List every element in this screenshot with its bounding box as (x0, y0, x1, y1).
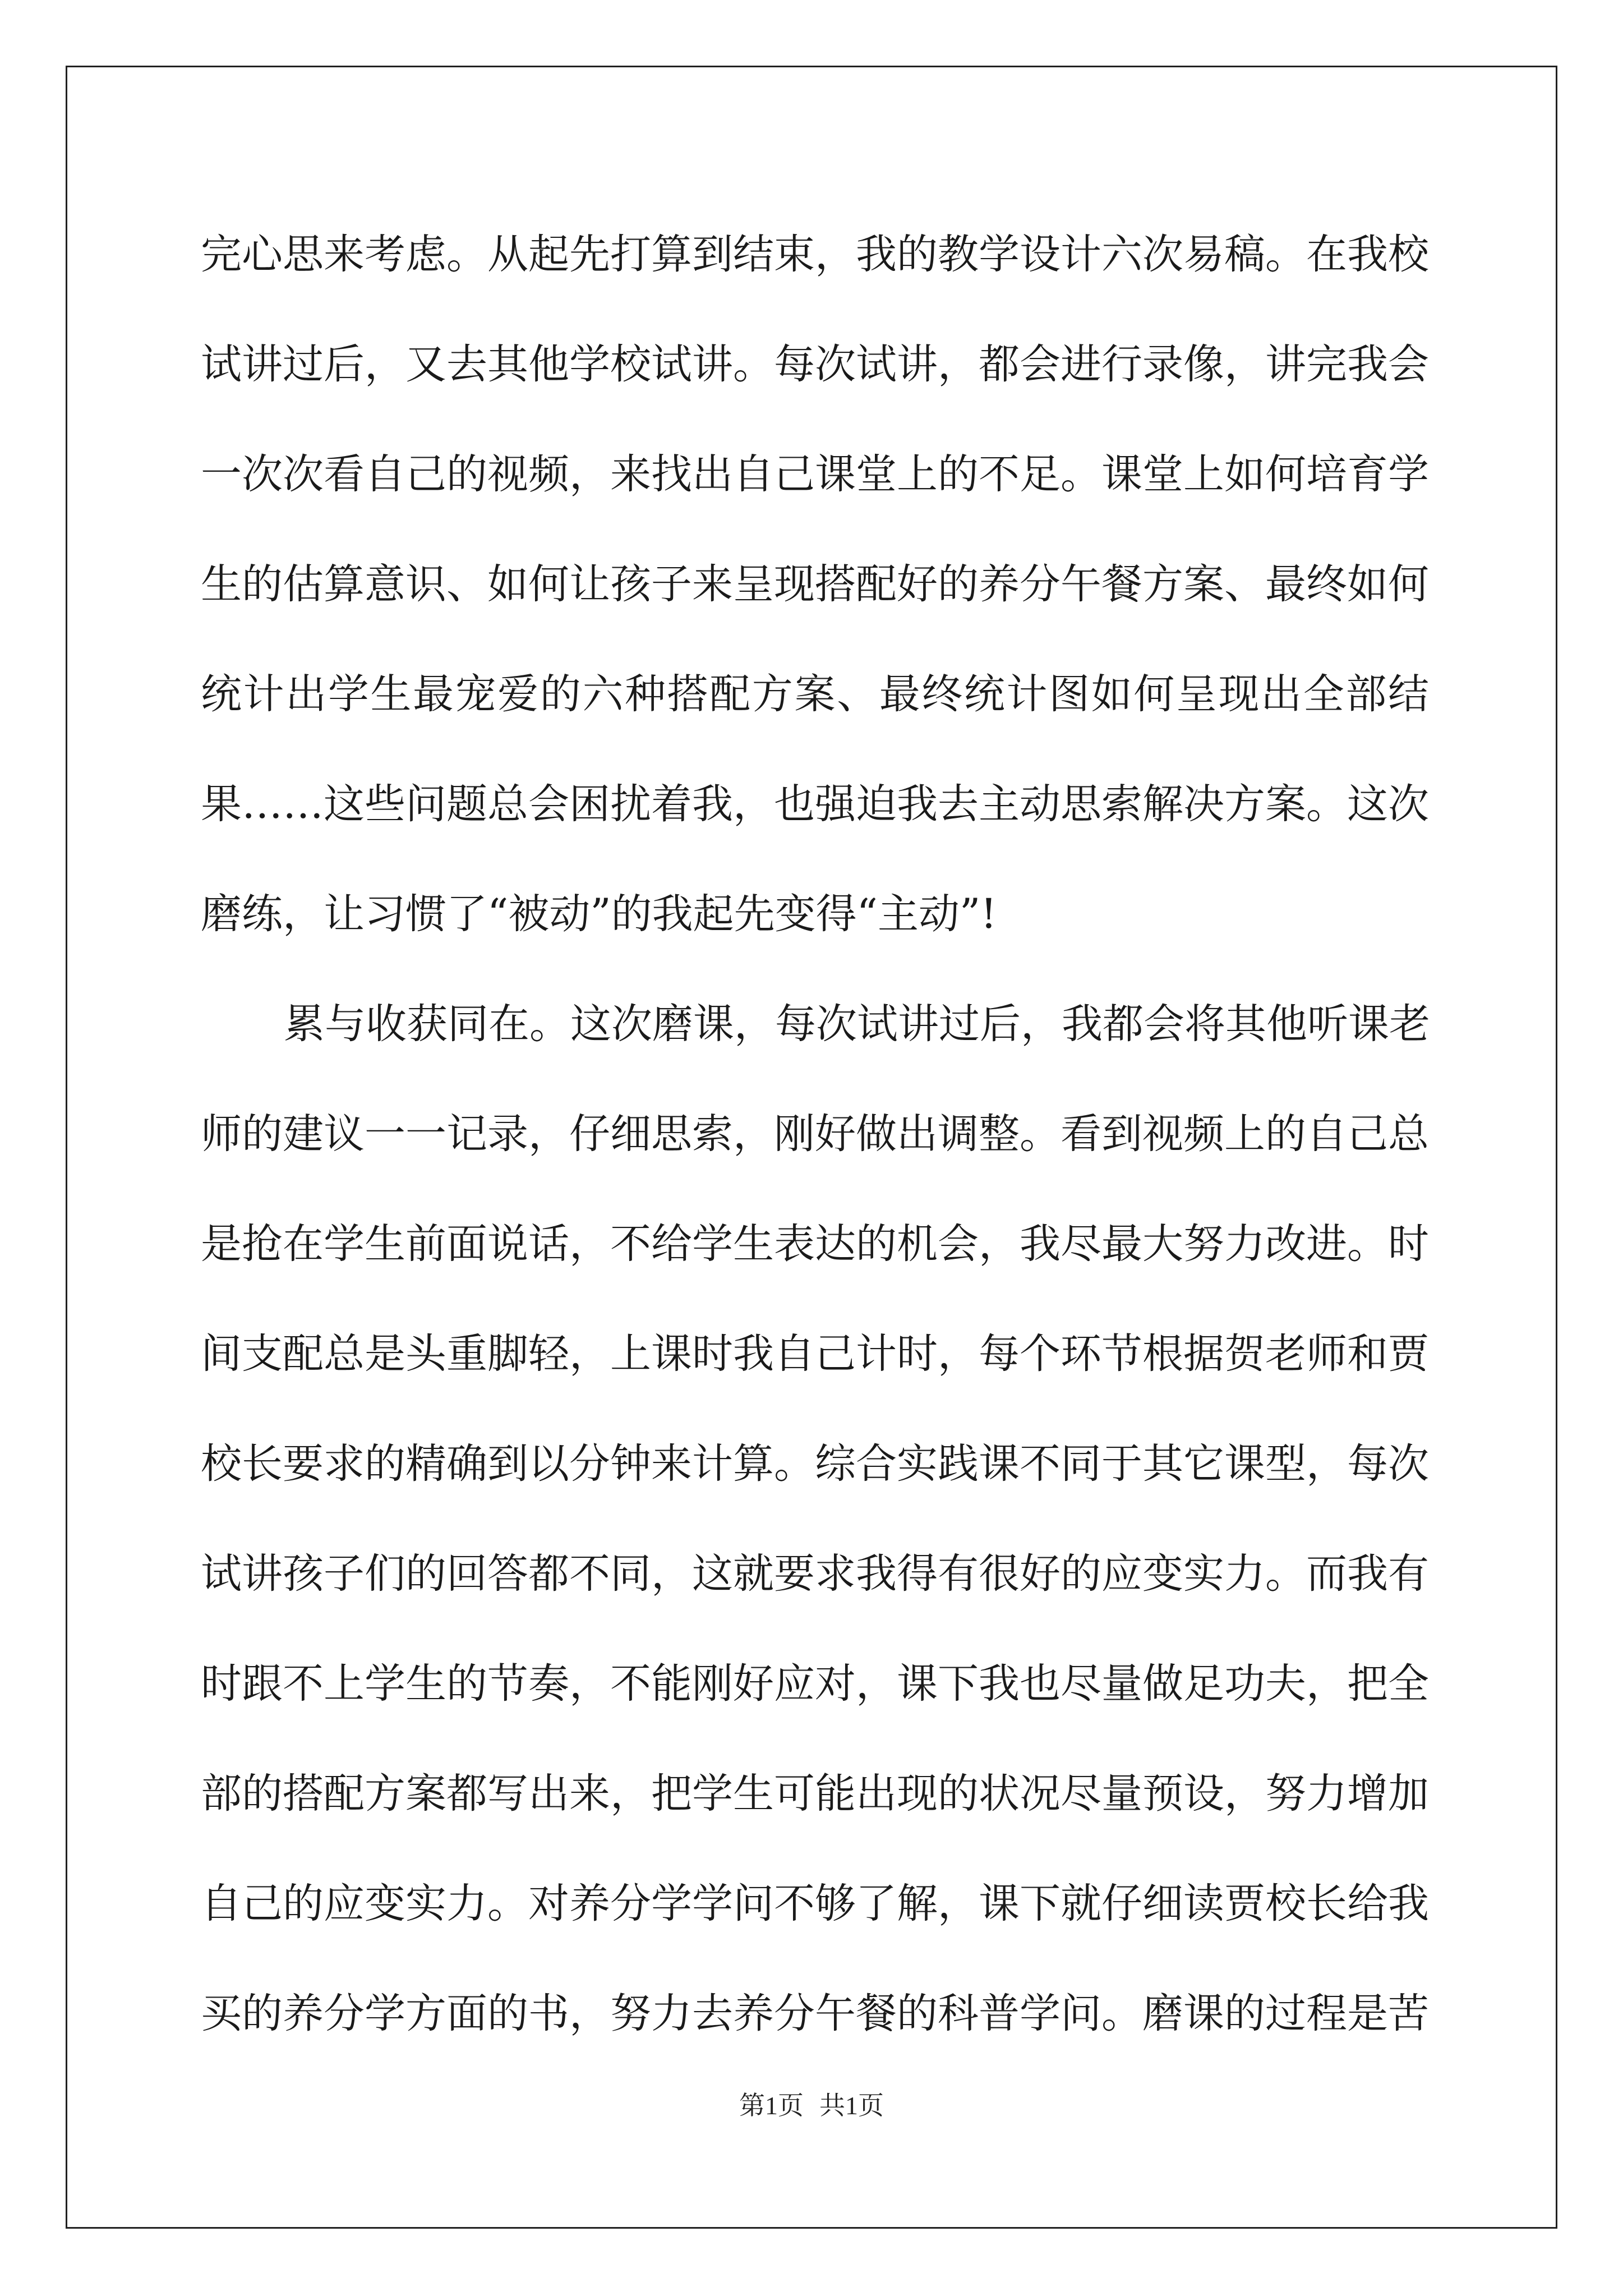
page-number-current: 第1页 (739, 2091, 804, 2120)
page-number-total: 共1页 (819, 2091, 884, 2120)
text-line: 部的搭配方案都写出来，把学生可能出现的状况尽量预设，努力增加 (201, 1770, 1429, 1818)
text-line: 完心思来考虑。从起先打算到结束，我的教学设计六次易稿。在我校 (201, 231, 1429, 278)
text-line: 一次次看自己的视频，来找出自己课堂上的不足。课堂上如何培育学 (201, 450, 1429, 498)
text-line: 师的建议一一记录，仔细思索，刚好做出调整。看到视频上的自己总 (201, 1110, 1429, 1158)
text-line: 是抢在学生前面说话，不给学生表达的机会，我尽最大努力改进。时 (201, 1220, 1429, 1268)
text-line: 试讲孩子们的回答都不同，这就要求我得有很好的应变实力。而我有 (201, 1550, 1429, 1598)
text-line: 磨练，让习惯了“被动”的我起先变得“主动”! (201, 890, 997, 938)
text-line: 自己的应变实力。对养分学学问不够了解，课下就仔细读贾校长给我 (201, 1880, 1429, 1927)
text-line: 生的估算意识、如何让孩子来呈现搭配好的养分午餐方案、最终如何 (201, 560, 1429, 608)
paragraph-first-line: 累与收获同在。这次磨课，每次试讲过后，我都会将其他听课老 (284, 1000, 1430, 1048)
text-line: 买的养分学方面的书，努力去养分午餐的科普学问。磨课的过程是苦 (201, 1990, 1429, 2037)
text-line: 时跟不上学生的节奏，不能刚好应对，课下我也尽量做足功夫，把全 (201, 1660, 1429, 1708)
text-line: 果……这些问题总会困扰着我，也强迫我去主动思索解决方案。这次 (201, 780, 1429, 828)
text-line: 校长要求的精确到以分钟来计算。综合实践课不同于其它课型，每次 (201, 1440, 1429, 1488)
text-line: 试讲过后，又去其他学校试讲。每次试讲，都会进行录像，讲完我会 (201, 341, 1429, 388)
text-line: 间支配总是头重脚轻，上课时我自己计时，每个环节根据贺老师和贾 (201, 1330, 1429, 1378)
text-line: 统计出学生最宠爱的六种搭配方案、最终统计图如何呈现出全部结 (201, 670, 1429, 718)
page-footer (0, 2089, 1623, 2123)
